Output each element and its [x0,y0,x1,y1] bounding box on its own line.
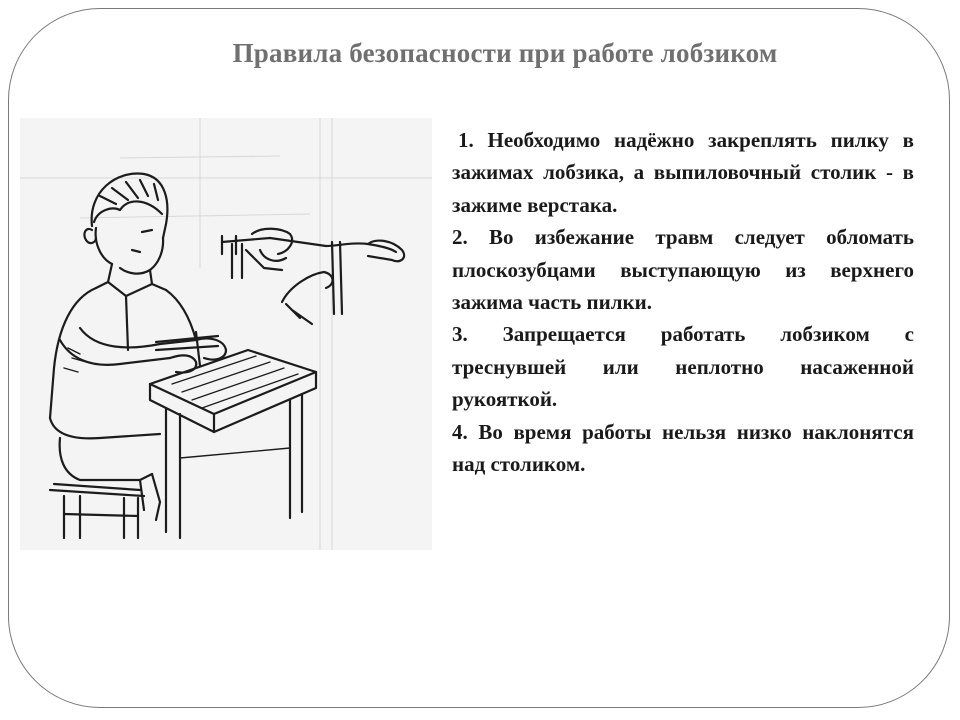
rule-item-1 [452,124,914,221]
rule-text: Необходимо надёжно закреплять пилку в зажимах лобзика, а выпиловочный столик - в зажиме верстака. [452,128,915,217]
rule-number: 1. [458,128,474,152]
slide-title: Правила безопасности при работе лобзиком [232,38,778,68]
boy-sawing-with-fretsaw-icon [20,118,432,550]
rule-item-2 [452,221,914,318]
rule-item-4 [452,416,914,481]
rule-text: Во время работы нельзя низко наклонятся над столиком. [452,419,914,477]
rule-number: 4. [452,419,468,444]
rule-text: Запрещается работать лобзиком с треснувшей или неплотно насаженной рукояткой. [452,322,915,412]
rules-list [452,124,914,480]
rule-item-3 [452,318,914,415]
rule-number: 3. [452,322,468,347]
rule-text: Во избежание травм следует обломать плоскозубцами выступающую из верхнего зажима часть пилки. [452,225,915,315]
rule-number: 2. [452,225,468,250]
